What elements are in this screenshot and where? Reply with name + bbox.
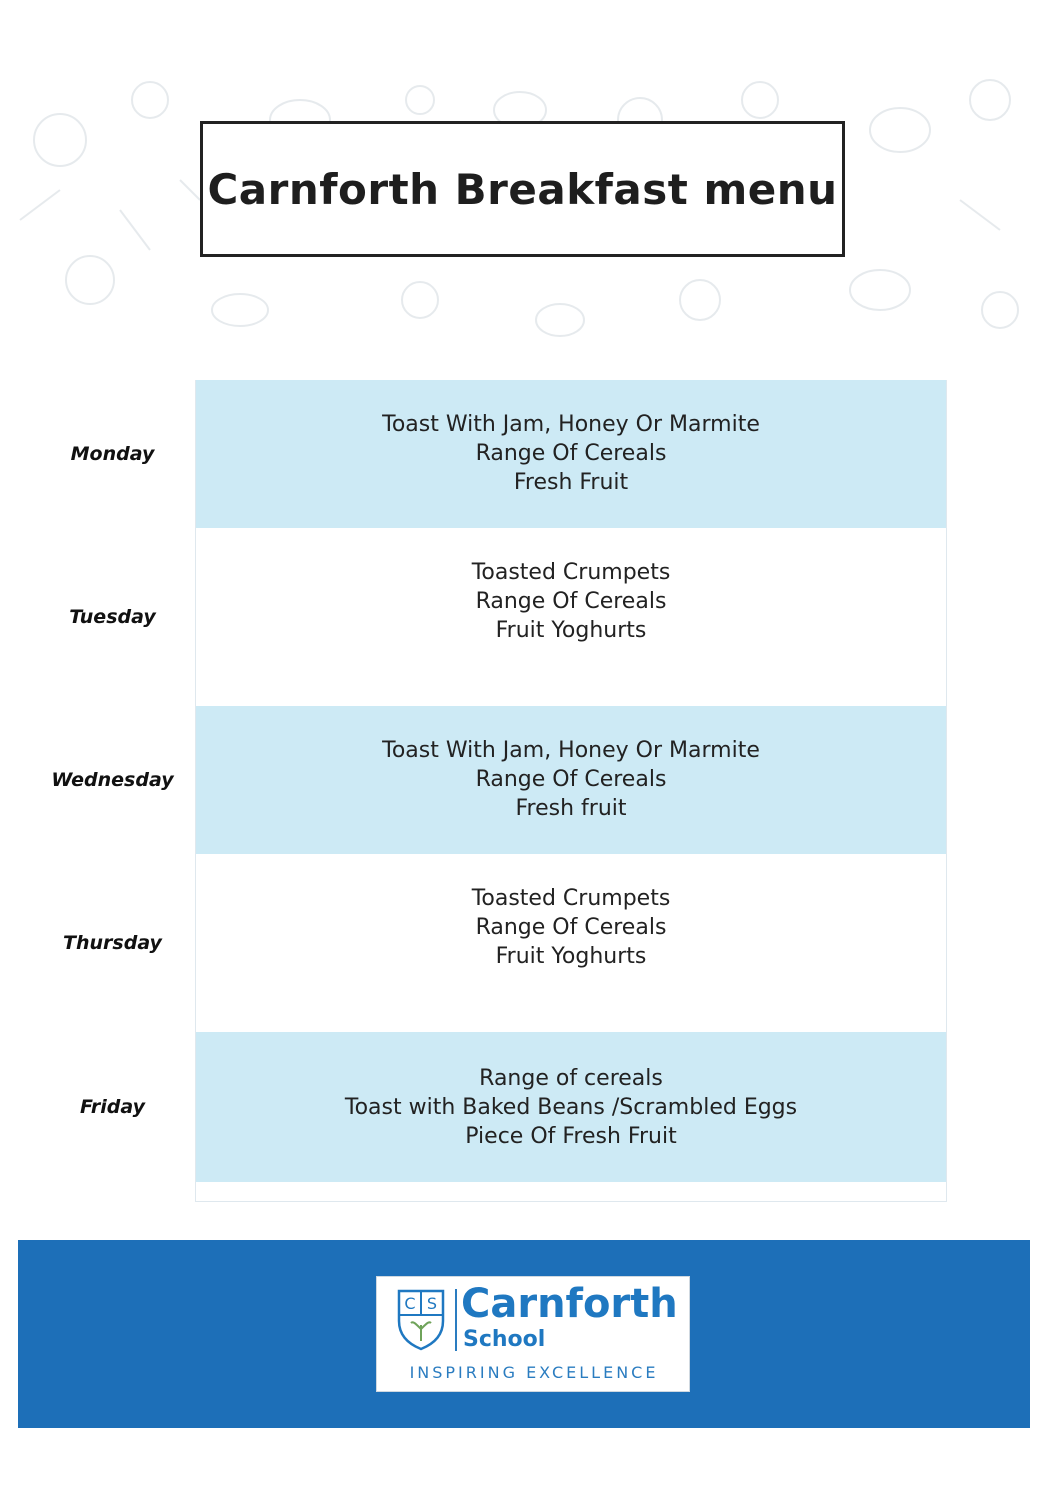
menu-row-wednesday: [30, 706, 950, 854]
menu-items: [195, 380, 947, 528]
menu-item: Range Of Cereals: [475, 441, 667, 466]
logo-name: Carnforth: [461, 1281, 678, 1327]
menu-items: [195, 854, 947, 1032]
day-label: Thursday: [63, 932, 162, 954]
menu-table: [30, 380, 950, 1202]
menu-item: Fruit Yoghurts: [495, 944, 647, 969]
day-label: Wednesday: [51, 769, 174, 791]
menu-item: Fruit Yoghurts: [495, 618, 647, 643]
menu-item: Toasted Crumpets: [471, 886, 671, 911]
empty-cell: [195, 1182, 947, 1202]
day-label: Tuesday: [69, 606, 156, 628]
menu-item: Piece Of Fresh Fruit: [465, 1124, 677, 1149]
empty-cell: [30, 1182, 195, 1202]
menu-item: Fresh Fruit: [513, 470, 629, 495]
crest-letter: C: [404, 1294, 416, 1313]
menu-item: Range Of Cereals: [475, 767, 667, 792]
menu-row-friday: [30, 1032, 950, 1182]
title-box: [200, 121, 845, 257]
day-label: Monday: [70, 443, 155, 465]
school-logo: [376, 1276, 690, 1392]
page-title: Carnforth Breakfast menu: [207, 164, 838, 214]
menu-item: Range Of Cereals: [475, 915, 667, 940]
menu-items: [195, 528, 947, 706]
logo-divider: [455, 1289, 457, 1351]
menu-items: [195, 1032, 947, 1182]
menu-item: Range of cereals: [479, 1066, 663, 1091]
crest-letter: S: [426, 1294, 438, 1313]
menu-row-thursday: [30, 854, 950, 1032]
menu-item: Range Of Cereals: [475, 589, 667, 614]
table-footer-row: [30, 1182, 950, 1202]
day-label: Friday: [80, 1096, 145, 1118]
menu-row-monday: [30, 380, 950, 528]
menu-item: Fresh fruit: [515, 796, 627, 821]
logo-tagline: INSPIRING EXCELLENCE: [409, 1363, 659, 1382]
menu-item: Toasted Crumpets: [471, 560, 671, 585]
menu-row-tuesday: [30, 528, 950, 706]
footer-banner: [18, 1240, 1030, 1428]
menu-item: Toast With Jam, Honey Or Marmite: [382, 738, 760, 763]
school-crest-icon: [395, 1287, 447, 1351]
menu-items: [195, 706, 947, 854]
logo-subtitle: School: [463, 1327, 546, 1352]
menu-item: Toast With Jam, Honey Or Marmite: [382, 412, 760, 437]
menu-item: Toast with Baked Beans /Scrambled Eggs: [344, 1095, 798, 1120]
